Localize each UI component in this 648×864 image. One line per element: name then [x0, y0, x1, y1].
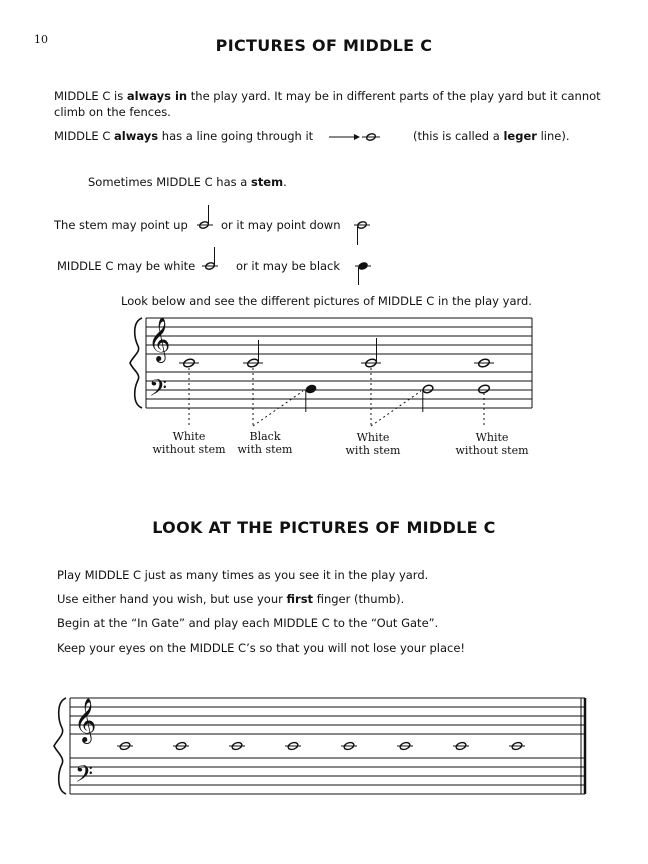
page-title: PICTURES OF MIDDLE C	[215, 36, 433, 55]
arrow-icon	[329, 134, 360, 140]
leger-line-note: (this is called a leger line).	[413, 129, 570, 143]
page-number: 10	[34, 33, 48, 46]
caption-white-without-stem-2: White without stem	[455, 431, 529, 457]
section-title: LOOK AT THE PICTURES OF MIDDLE C	[152, 518, 496, 537]
leger-line-sentence: MIDDLE C always has a line going through it	[54, 129, 314, 143]
leger-note-icon	[362, 133, 380, 142]
instruction-line-2: Use either hand you wish, but use your first finger (thumb).	[57, 592, 405, 606]
note-stem-up-icon	[197, 205, 213, 229]
caption-white-without-stem: White without stem	[152, 430, 226, 456]
treble-clef-icon: 𝄞	[148, 317, 171, 361]
look-below-text: Look below and see the different pictures of MIDDLE C in the play yard.	[121, 294, 532, 308]
white-note-icon	[202, 247, 218, 270]
treble-clef-icon: 𝄞	[74, 698, 97, 742]
instruction-line-4: Keep your eyes on the MIDDLE C’s so that you will not lose your place!	[57, 641, 466, 655]
stem-down-text: or it may point down	[221, 218, 341, 232]
stem-up-text: The stem may point up	[54, 218, 188, 232]
intro-paragraph: MIDDLE C is always in the play yard. It may be in different parts of the play yard but it cannot climb on the fences.	[54, 89, 601, 119]
caption-white-with-stem: White with stem	[345, 431, 401, 457]
grand-staff-2	[54, 698, 585, 794]
black-note-icon	[355, 262, 371, 285]
staff1-note-white-stem	[361, 338, 381, 368]
staff1-note-white-no-stem	[179, 358, 199, 368]
note-stem-down-icon	[354, 221, 370, 245]
staff1-note-white-no-stem-2	[474, 358, 494, 368]
leader-lines	[189, 368, 484, 426]
white-note-text: MIDDLE C may be white	[57, 259, 196, 273]
instruction-line-3: Begin at the “In Gate” and play each MIDDLE C to the “Out Gate”.	[57, 616, 439, 630]
bass-clef-icon: 𝄢	[75, 760, 94, 793]
black-note-text: or it may be black	[236, 259, 341, 273]
instruction-line-1: Play MIDDLE C just as many times as you see it in the play yard.	[57, 568, 429, 582]
caption-black-with-stem: Black with stem	[237, 430, 293, 456]
bass-note-white-2	[478, 384, 491, 394]
stem-intro: Sometimes MIDDLE C has a stem.	[88, 175, 287, 189]
bass-clef-icon: 𝄢	[149, 374, 168, 407]
